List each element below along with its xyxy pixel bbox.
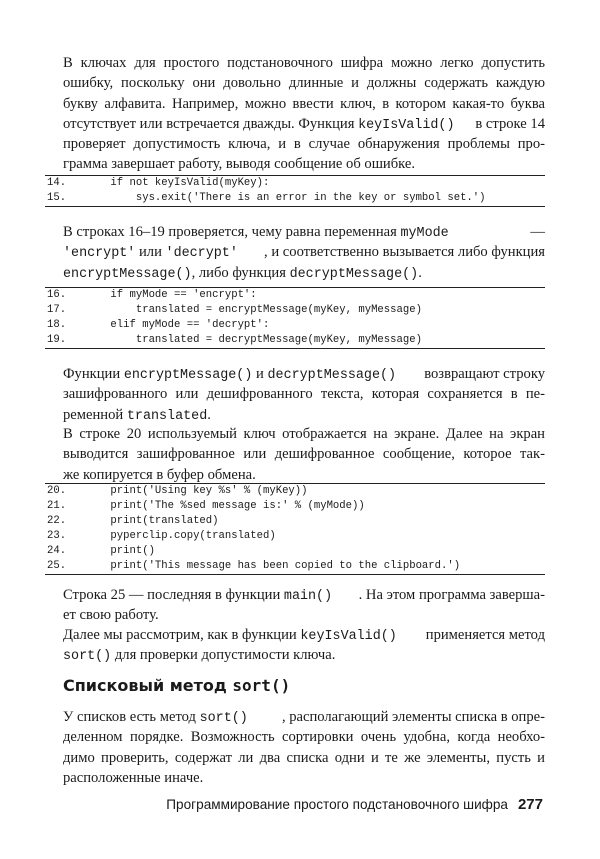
- line-number: 18.: [47, 319, 67, 331]
- text-line: букву алфавита. Например, можно ввести ключ, в котором какая-то буква: [63, 95, 545, 112]
- text-line: В ключах для простого подстановочного шифра можно легко допустить: [63, 55, 545, 71]
- text-line: Функции encryptMessage() и decryptMessage() возвращают строку: [63, 366, 545, 383]
- text-line: ошибку, поскольку они довольно длинные и должны содержать каждую: [63, 75, 545, 92]
- inline-code: decryptMessage(): [267, 368, 397, 383]
- code-text: if not keyIsValid(myKey):: [85, 177, 270, 189]
- text-line: encryptMessage(), либо функция decryptMessage().: [63, 264, 422, 282]
- code-text: print(translated): [85, 515, 219, 527]
- paragraph-6: [63, 625, 545, 666]
- inline-code: main(): [283, 589, 333, 604]
- page-footer: [166, 796, 543, 813]
- section-heading: Списковый метод sort(): [63, 676, 291, 695]
- code-listing-3: [45, 483, 545, 575]
- paragraph-7: [63, 707, 545, 788]
- code-line: [45, 176, 545, 191]
- inline-code: sort(): [63, 649, 112, 665]
- heading-code: sort(): [232, 676, 291, 695]
- line-number: 25.: [47, 560, 67, 572]
- text-line: проверяет допустимость ключа, и в случае обнаружения проблемы про-: [63, 136, 545, 153]
- code-text: print('The %sed message is:' % (myMode)): [85, 500, 365, 512]
- code-text: elif myMode == 'decrypt':: [85, 319, 270, 331]
- code-listing-1: [45, 175, 545, 207]
- code-line: [45, 318, 545, 333]
- inline-code: sort(): [199, 711, 248, 726]
- code-listing-2: [45, 287, 545, 349]
- inline-code: keyIsValid(): [300, 629, 397, 644]
- inline-code: 'decrypt': [165, 246, 238, 262]
- text-line: димо проверить, содержат ли два списка одни и те же элементы, пусть и: [63, 749, 545, 766]
- text-line: зашифрованного или дешифрованного текста, которая сохраняется в пе-: [63, 386, 545, 403]
- text-line: выводится зашифрованное или дешифрованное сообщение, которое так-: [63, 446, 545, 463]
- text-line: Далее мы рассмотрим, как в функции keyIsValid() применяется метод: [63, 627, 545, 644]
- code-text: translated = decryptMessage(myKey, myMessage): [85, 334, 422, 346]
- code-line: [45, 333, 545, 348]
- text-line: В строках 16–19 проверяется, чему равна переменная myMode —: [63, 224, 545, 241]
- text-line: отсутствует или встречается дважды. Функция keyIsValid() в строке 14: [63, 115, 545, 133]
- line-number: 21.: [47, 500, 67, 512]
- line-number: 19.: [47, 334, 67, 346]
- paragraph-1: [63, 53, 545, 175]
- inline-code: decryptMessage(): [289, 266, 419, 282]
- line-number: 16.: [47, 289, 67, 301]
- code-text: translated = encryptMessage(myKey, myMessage): [85, 304, 422, 316]
- text-line: 'encrypt' или 'decrypt' , и соответственно вызывается либо функция: [63, 244, 545, 262]
- code-text: pyperclip.copy(translated): [85, 530, 276, 542]
- running-title: Программирование простого подстановочного шифра: [166, 797, 508, 812]
- text-line: расположенные иначе.: [63, 769, 204, 786]
- paragraph-2: [63, 222, 545, 283]
- line-number: 23.: [47, 530, 67, 542]
- text-line: Строка 25 — последняя в функции main() . На этом программа заверша-: [63, 587, 545, 604]
- code-line: [45, 484, 545, 499]
- text-line: грамма завершает работу, выводя сообщение об ошибке.: [63, 156, 416, 173]
- inline-code: translated: [126, 408, 208, 424]
- page-number: 277: [517, 796, 543, 813]
- code-text: if myMode == 'encrypt':: [85, 289, 257, 301]
- text-line: ет свою работу.: [63, 607, 159, 624]
- code-line: [45, 288, 545, 303]
- paragraph-3: [63, 364, 545, 425]
- text-line: же копируется в буфер обмена.: [63, 466, 256, 483]
- code-line: [45, 559, 545, 574]
- code-line: [45, 191, 545, 206]
- inline-code: keyIsValid(): [358, 117, 455, 133]
- code-line: [45, 529, 545, 544]
- text-line: деленном порядке. Возможность сортировки очень удобна, когда необхо-: [63, 729, 545, 746]
- code-line: [45, 303, 545, 318]
- line-number: 22.: [47, 515, 67, 527]
- line-number: 24.: [47, 545, 67, 557]
- code-text: print('This message has been copied to the clipboard.'): [85, 560, 461, 572]
- inline-code: 'encrypt': [63, 246, 136, 262]
- code-text: print(): [85, 545, 155, 557]
- line-number: 15.: [47, 192, 67, 204]
- inline-code: encryptMessage(): [123, 368, 253, 383]
- paragraph-4: [63, 424, 545, 485]
- line-number: 14.: [47, 177, 67, 189]
- text-line: sort() для проверки допустимости ключа.: [63, 647, 336, 665]
- paragraph-5: [63, 585, 545, 626]
- code-line: [45, 544, 545, 559]
- inline-code: encryptMessage(): [63, 266, 192, 282]
- line-number: 20.: [47, 485, 67, 497]
- line-number: 17.: [47, 304, 67, 316]
- text-line: ременной translated.: [63, 406, 211, 424]
- code-text: print('Using key %s' % (myKey)): [85, 485, 308, 497]
- text-line: У списков есть метод sort() , располагающий элементы списка в опре-: [63, 709, 545, 726]
- code-line: [45, 514, 545, 529]
- text-line: В строке 20 используемый ключ отображается на экране. Далее на экран: [63, 426, 545, 442]
- code-text: sys.exit('There is an error in the key or symbol set.'): [85, 192, 486, 204]
- code-line: [45, 499, 545, 514]
- inline-code: myMode: [400, 226, 449, 241]
